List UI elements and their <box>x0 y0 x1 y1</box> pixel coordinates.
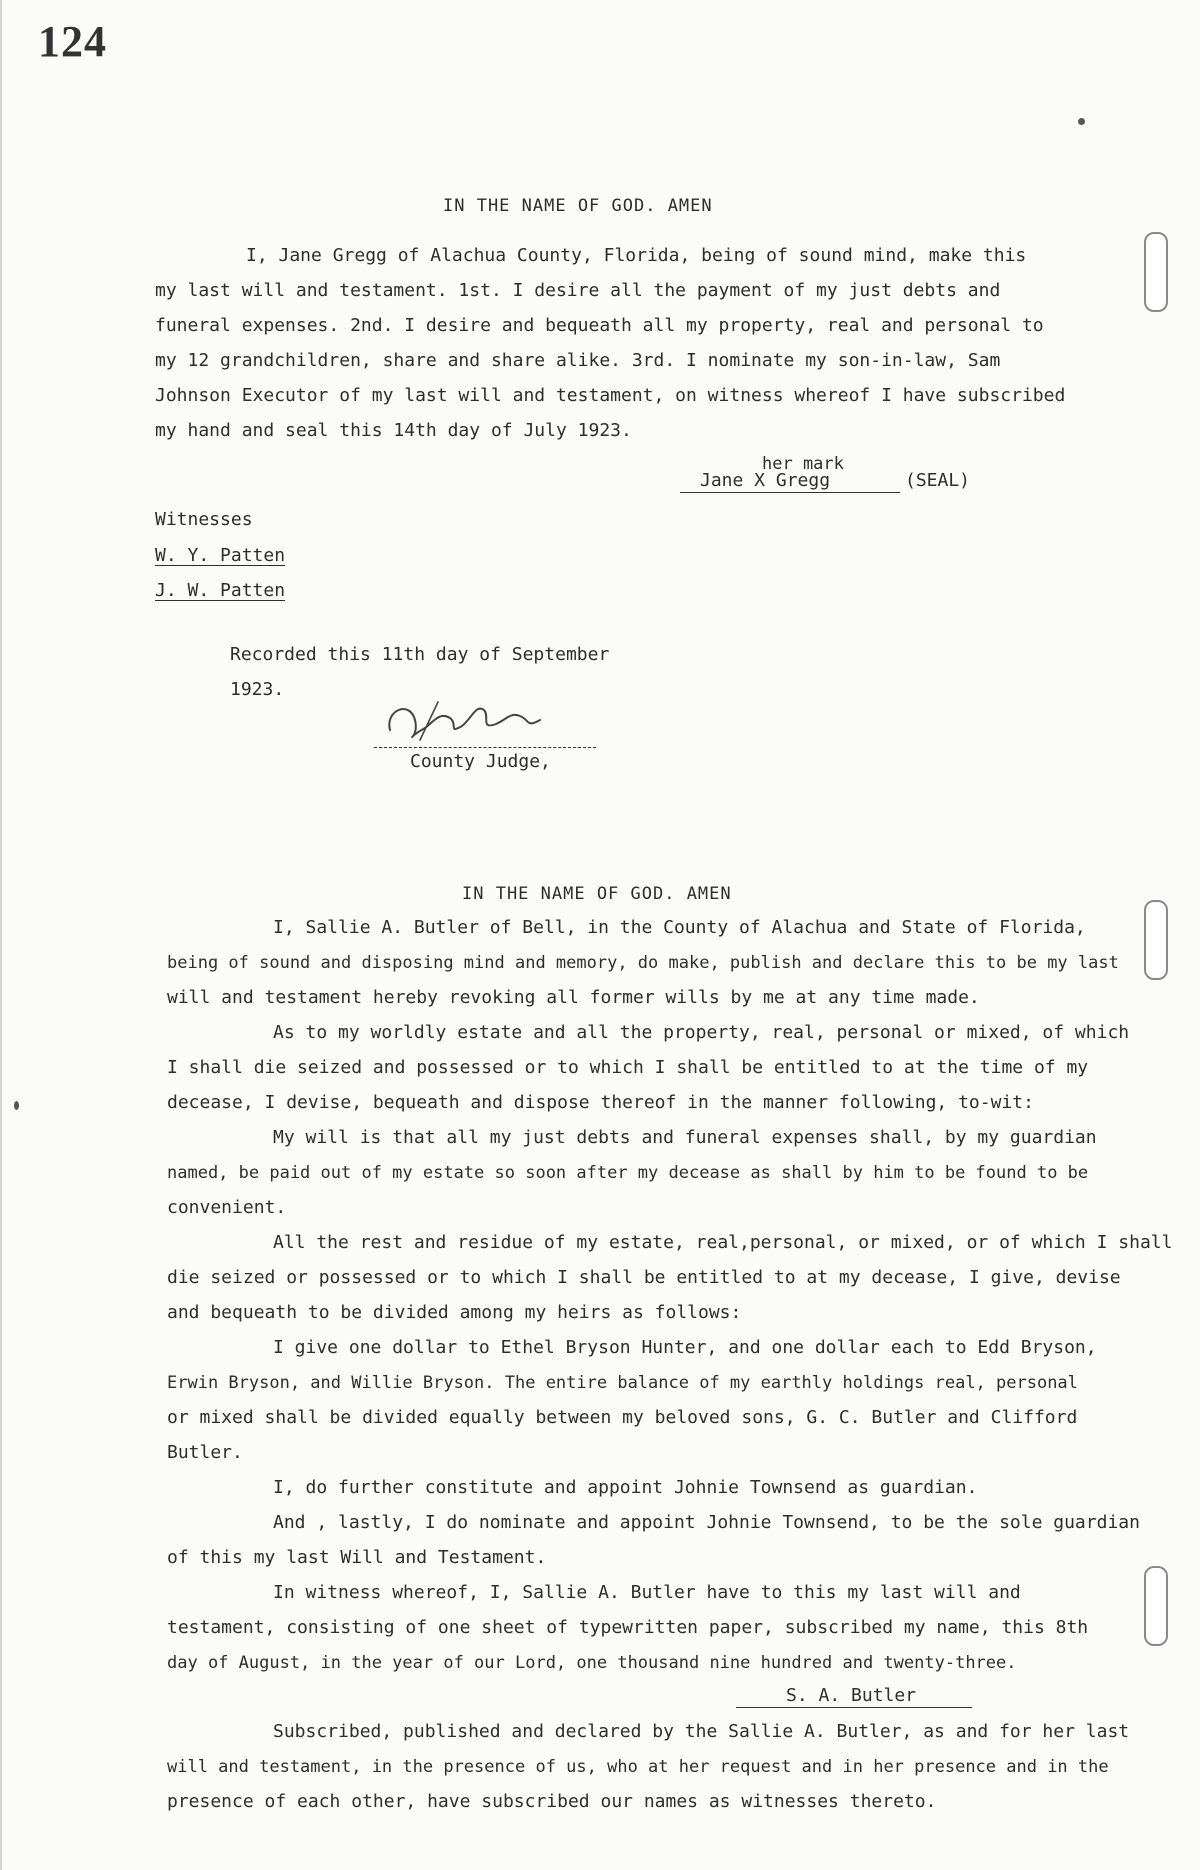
will2-line: In witness whereof, I, Sallie A. Butler have to this my last will and <box>273 1582 1021 1603</box>
will2-line: or mixed shall be divided equally between my beloved sons, G. C. Butler and Clifford <box>167 1407 1078 1428</box>
attestation-line: will and testament, in the presence of us, who at her request and in her presence and in the <box>167 1757 1109 1777</box>
seal-mark: (SEAL) <box>905 470 971 491</box>
will2-line: and bequeath to be divided among my heirs as follows: <box>167 1302 742 1323</box>
will1-line: my hand and seal this 14th day of July 1923. <box>155 420 632 441</box>
ink-spot <box>14 1101 19 1110</box>
signature-line <box>680 492 900 493</box>
will2-line: Erwin Bryson, and Willie Bryson. The entire balance of my earthly holdings real, personal <box>167 1373 1078 1393</box>
will2-line: of this my last Will and Testament. <box>167 1547 547 1568</box>
testator-signature: Jane X Gregg <box>700 470 831 491</box>
will2-line: will and testament hereby revoking all former wills by me at any time made. <box>167 987 980 1008</box>
will2-line: As to my worldly estate and all the property, real, personal or mixed, of which <box>273 1022 1130 1043</box>
binder-hole <box>1144 1566 1168 1646</box>
binder-hole <box>1144 900 1168 980</box>
will2-line: And , lastly, I do nominate and appoint Johnie Townsend, to be the sole guardian <box>273 1512 1140 1533</box>
recorded-year: 1923. <box>230 679 285 700</box>
will2-line: named, be paid out of my estate so soon after my decease as shall by him to be found to be <box>167 1163 1089 1183</box>
will2-line: convenient. <box>167 1197 287 1218</box>
will2-line: being of sound and disposing mind and memory, do make, publish and declare this to be my last <box>167 953 1119 973</box>
will1-line: Johnson Executor of my last will and testament, on witness whereof I have subscribed <box>155 385 1066 406</box>
will2-line: I, do further constitute and appoint Johnie Townsend as guardian. <box>273 1477 978 1498</box>
attestation-line: Subscribed, published and declared by the Sallie A. Butler, as and for her last <box>273 1721 1130 1742</box>
witness-name: W. Y. Patten <box>155 545 286 566</box>
binder-hole <box>1144 232 1168 312</box>
will2-heading: IN THE NAME OF GOD. AMEN <box>462 884 732 904</box>
will1-line: my 12 grandchildren, share and share alike. 3rd. I nominate my son-in-law, Sam <box>155 350 1001 371</box>
will2-line: die seized or possessed or to which I shall be entitled to at my decease, I give, devise <box>167 1267 1121 1288</box>
testator-signature: S. A. Butler <box>786 1685 917 1706</box>
will2-line: Butler. <box>167 1442 243 1463</box>
judge-title: County Judge, <box>410 751 551 772</box>
will1-heading: IN THE NAME OF GOD. AMEN <box>443 196 713 216</box>
judge-signature-icon <box>380 690 560 750</box>
will2-line: My will is that all my just debts and funeral expenses shall, by my guardian <box>273 1127 1097 1148</box>
will2-line: day of August, in the year of our Lord, one thousand nine hundred and twenty-three. <box>167 1653 1017 1673</box>
page-number: 124 <box>38 17 107 66</box>
her-mark-label: her mark <box>762 454 844 474</box>
will1-line: I, Jane Gregg of Alachua County, Florida, being of sound mind, make this <box>246 245 1027 266</box>
will2-line: I shall die seized and possessed or to which I shall be entitled to at the time of my <box>167 1057 1089 1078</box>
ink-spot <box>1078 118 1085 125</box>
will1-line: my last will and testament. 1st. I desire all the payment of my just debts and <box>155 280 1001 301</box>
signature-line <box>736 1707 972 1708</box>
will1-line: funeral expenses. 2nd. I desire and bequeath all my property, real and personal to <box>155 315 1044 336</box>
will2-line: I, Sallie A. Butler of Bell, in the County of Alachua and State of Florida, <box>273 917 1086 938</box>
will2-line: decease, I devise, bequeath and dispose thereof in the manner following, to-wit: <box>167 1092 1034 1113</box>
recorded-line: Recorded this 11th day of September <box>230 644 610 665</box>
witness-name: J. W. Patten <box>155 580 286 601</box>
attestation-line: presence of each other, have subscribed our names as witnesses thereto. <box>167 1791 937 1812</box>
will2-line: testament, consisting of one sheet of typewritten paper, subscribed my name, this 8th <box>167 1617 1089 1638</box>
witnesses-label: Witnesses <box>155 509 253 530</box>
will2-line: I give one dollar to Ethel Bryson Hunter, and one dollar each to Edd Bryson, <box>273 1337 1097 1358</box>
will2-line: All the rest and residue of my estate, real,personal, or mixed, or of which I shall <box>273 1232 1173 1253</box>
